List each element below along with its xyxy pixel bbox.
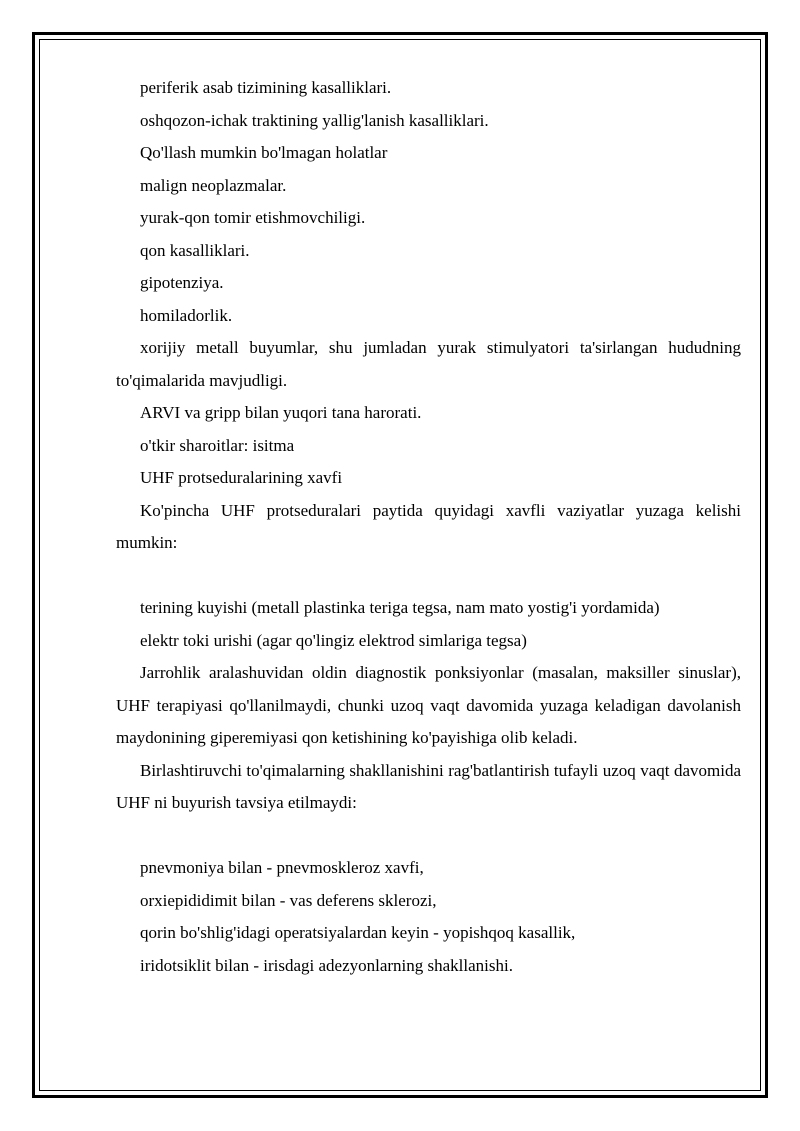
paragraph: elektr toki urishi (agar qo'lingiz elektrod simlariga tegsa) xyxy=(140,630,527,650)
paragraph: Birlashtiruvchi to'qimalarning shakllanishini rag'batlantirish tufayli uzoq vaqt davomida UHF ni buyurish tavsiya etilmaydi: xyxy=(116,760,741,812)
paragraph: homiladorlik. xyxy=(140,305,233,325)
blank-line xyxy=(116,560,741,593)
paragraph: Jarrohlik aralashuvidan oldin diagnostik ponksiyonlar (masalan, maksiller sinuslar), UHF terapiyasi qo'llanilmaydi, chunki uzoq vaqt davomida yuzaga keladigan davolanish maydonining giperemiyasi qon ketishining ko'payishiga olib keladi. xyxy=(116,663,741,747)
paragraph: UHF protseduralarining xavfi xyxy=(140,468,343,487)
paragraph: qorin bo'shlig'idagi operatsiyalardan keyin - yopishqoq kasallik, xyxy=(140,923,576,942)
paragraph: orxiepididimit bilan - vas deferens sklerozi, xyxy=(140,890,437,910)
paragraph: gipotenziya. xyxy=(140,273,224,292)
paragraph: qon kasalliklari. xyxy=(140,240,250,260)
paragraph: terining kuyishi (metall plastinka teriga tegsa, nam mato yostig'i yordamida) xyxy=(140,598,660,617)
paragraph: yurak-qon tomir etishmovchiligi. xyxy=(140,208,366,227)
paragraph: ARVI va gripp bilan yuqori tana harorati. xyxy=(140,403,422,422)
document-body xyxy=(116,72,741,982)
paragraph: pnevmoniya bilan - pnevmoskleroz xavfi, xyxy=(140,858,424,877)
blank-line xyxy=(116,820,741,853)
paragraph: Qo'llash mumkin bo'lmagan holatlar xyxy=(140,143,388,162)
paragraph: o'tkir sharoitlar: isitma xyxy=(140,435,295,455)
paragraph: iridotsiklit bilan - irisdagi adezyonlarning shakllanishi. xyxy=(140,955,513,975)
paragraph: oshqozon-ichak traktining yallig'lanish kasalliklari. xyxy=(140,110,489,130)
paragraph: xorijiy metall buyumlar, shu jumladan yurak stimulyatori ta'sirlangan hududning to'qimalarida mavjudligi. xyxy=(116,338,741,390)
paragraph: Ko'pincha UHF protseduralari paytida quyidagi xavfli vaziyatlar yuzaga kelishi mumkin: xyxy=(116,500,741,552)
paragraph: malign neoplazmalar. xyxy=(140,175,287,195)
paragraph: periferik asab tizimining kasalliklari. xyxy=(140,78,392,97)
